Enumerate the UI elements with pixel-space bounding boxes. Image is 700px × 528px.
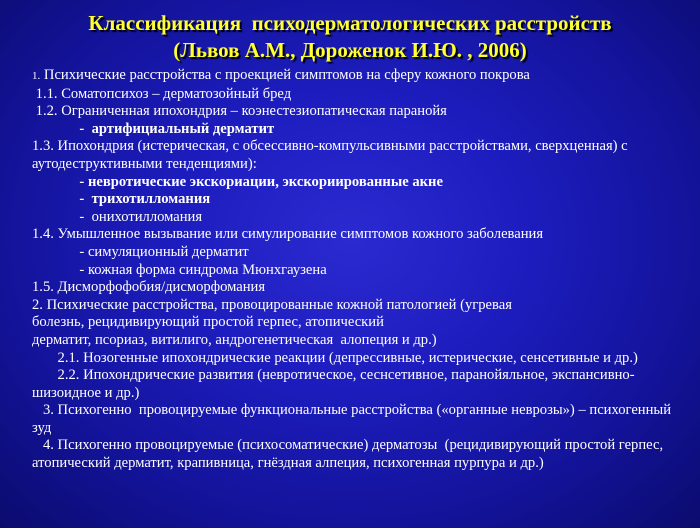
list-item: - невротические экскориации, экскориированные акне [32, 173, 443, 190]
title-line-1: Классификация психодерматологических расстройств [88, 11, 612, 35]
list-item: 1.4. Умышленное вызывание или симулирование симптомов кожного заболевания [32, 226, 544, 243]
list-item: болезнь, рецидивирующий простой герпес, атопический [32, 314, 384, 331]
list-item: 3. Психогенно провоцируемые функциональные расстройства («органные неврозы») – психогенный зуд [32, 402, 675, 436]
slide-title [0, 10, 700, 64]
list-item: 2. Психические расстройства, провоцированные кожной патологией (угревая [32, 296, 512, 313]
list-item: - трихотилломания [32, 191, 211, 208]
list-item: дерматит, псориаз, витилиго, андрогенетическая алопеция и др.) [32, 331, 437, 348]
list-item: 2.1. Нозогенные ипохондрические реакции (депрессивные, истерические, сенсетивные и др.) [32, 349, 638, 366]
classification-list [32, 67, 692, 473]
list-item: 1.5. Дисморфофобия/дисморфомания [32, 279, 266, 296]
list-item: 4. Психогенно провоцируемые (психосоматические) дерматозы (рецидивирующий простой герпес, атопический дерматит, крапивница, гнёздная алпеция, психогенная пурпура и др.) [32, 437, 667, 472]
list-item: 1.1. Соматопсихоз – дерматозойный бред [32, 85, 292, 102]
title-line-2: (Львов А.М., Дороженок И.Ю. , 2006) [173, 38, 527, 62]
list-item: 1.2. Ограниченная ипохондрия – коэнестезиопатическая паранойя [32, 103, 447, 120]
list-item: - симуляционный дерматит [32, 243, 249, 260]
list-item: - онихотилломания [32, 208, 203, 225]
list-item: - кожная форма синдрома Мюнхгаузена [32, 261, 327, 278]
list-item: - артифициальный дерматит [32, 120, 275, 137]
list-item: 2.2. Ипохондрические развития (невротическое, сеснсетивное, паранойяльное, экспансивно-шизоидное и др.) [32, 367, 635, 401]
list-item: 1. Психические расстройства с проекцией симптомов на сферу кожного покрова [32, 67, 530, 83]
list-item: 1.3. Ипохондрия (истерическая, с обсессивно-компульсивными расстройствами, сверхценная) с аутодеструктивными тенденциями): [32, 138, 628, 172]
